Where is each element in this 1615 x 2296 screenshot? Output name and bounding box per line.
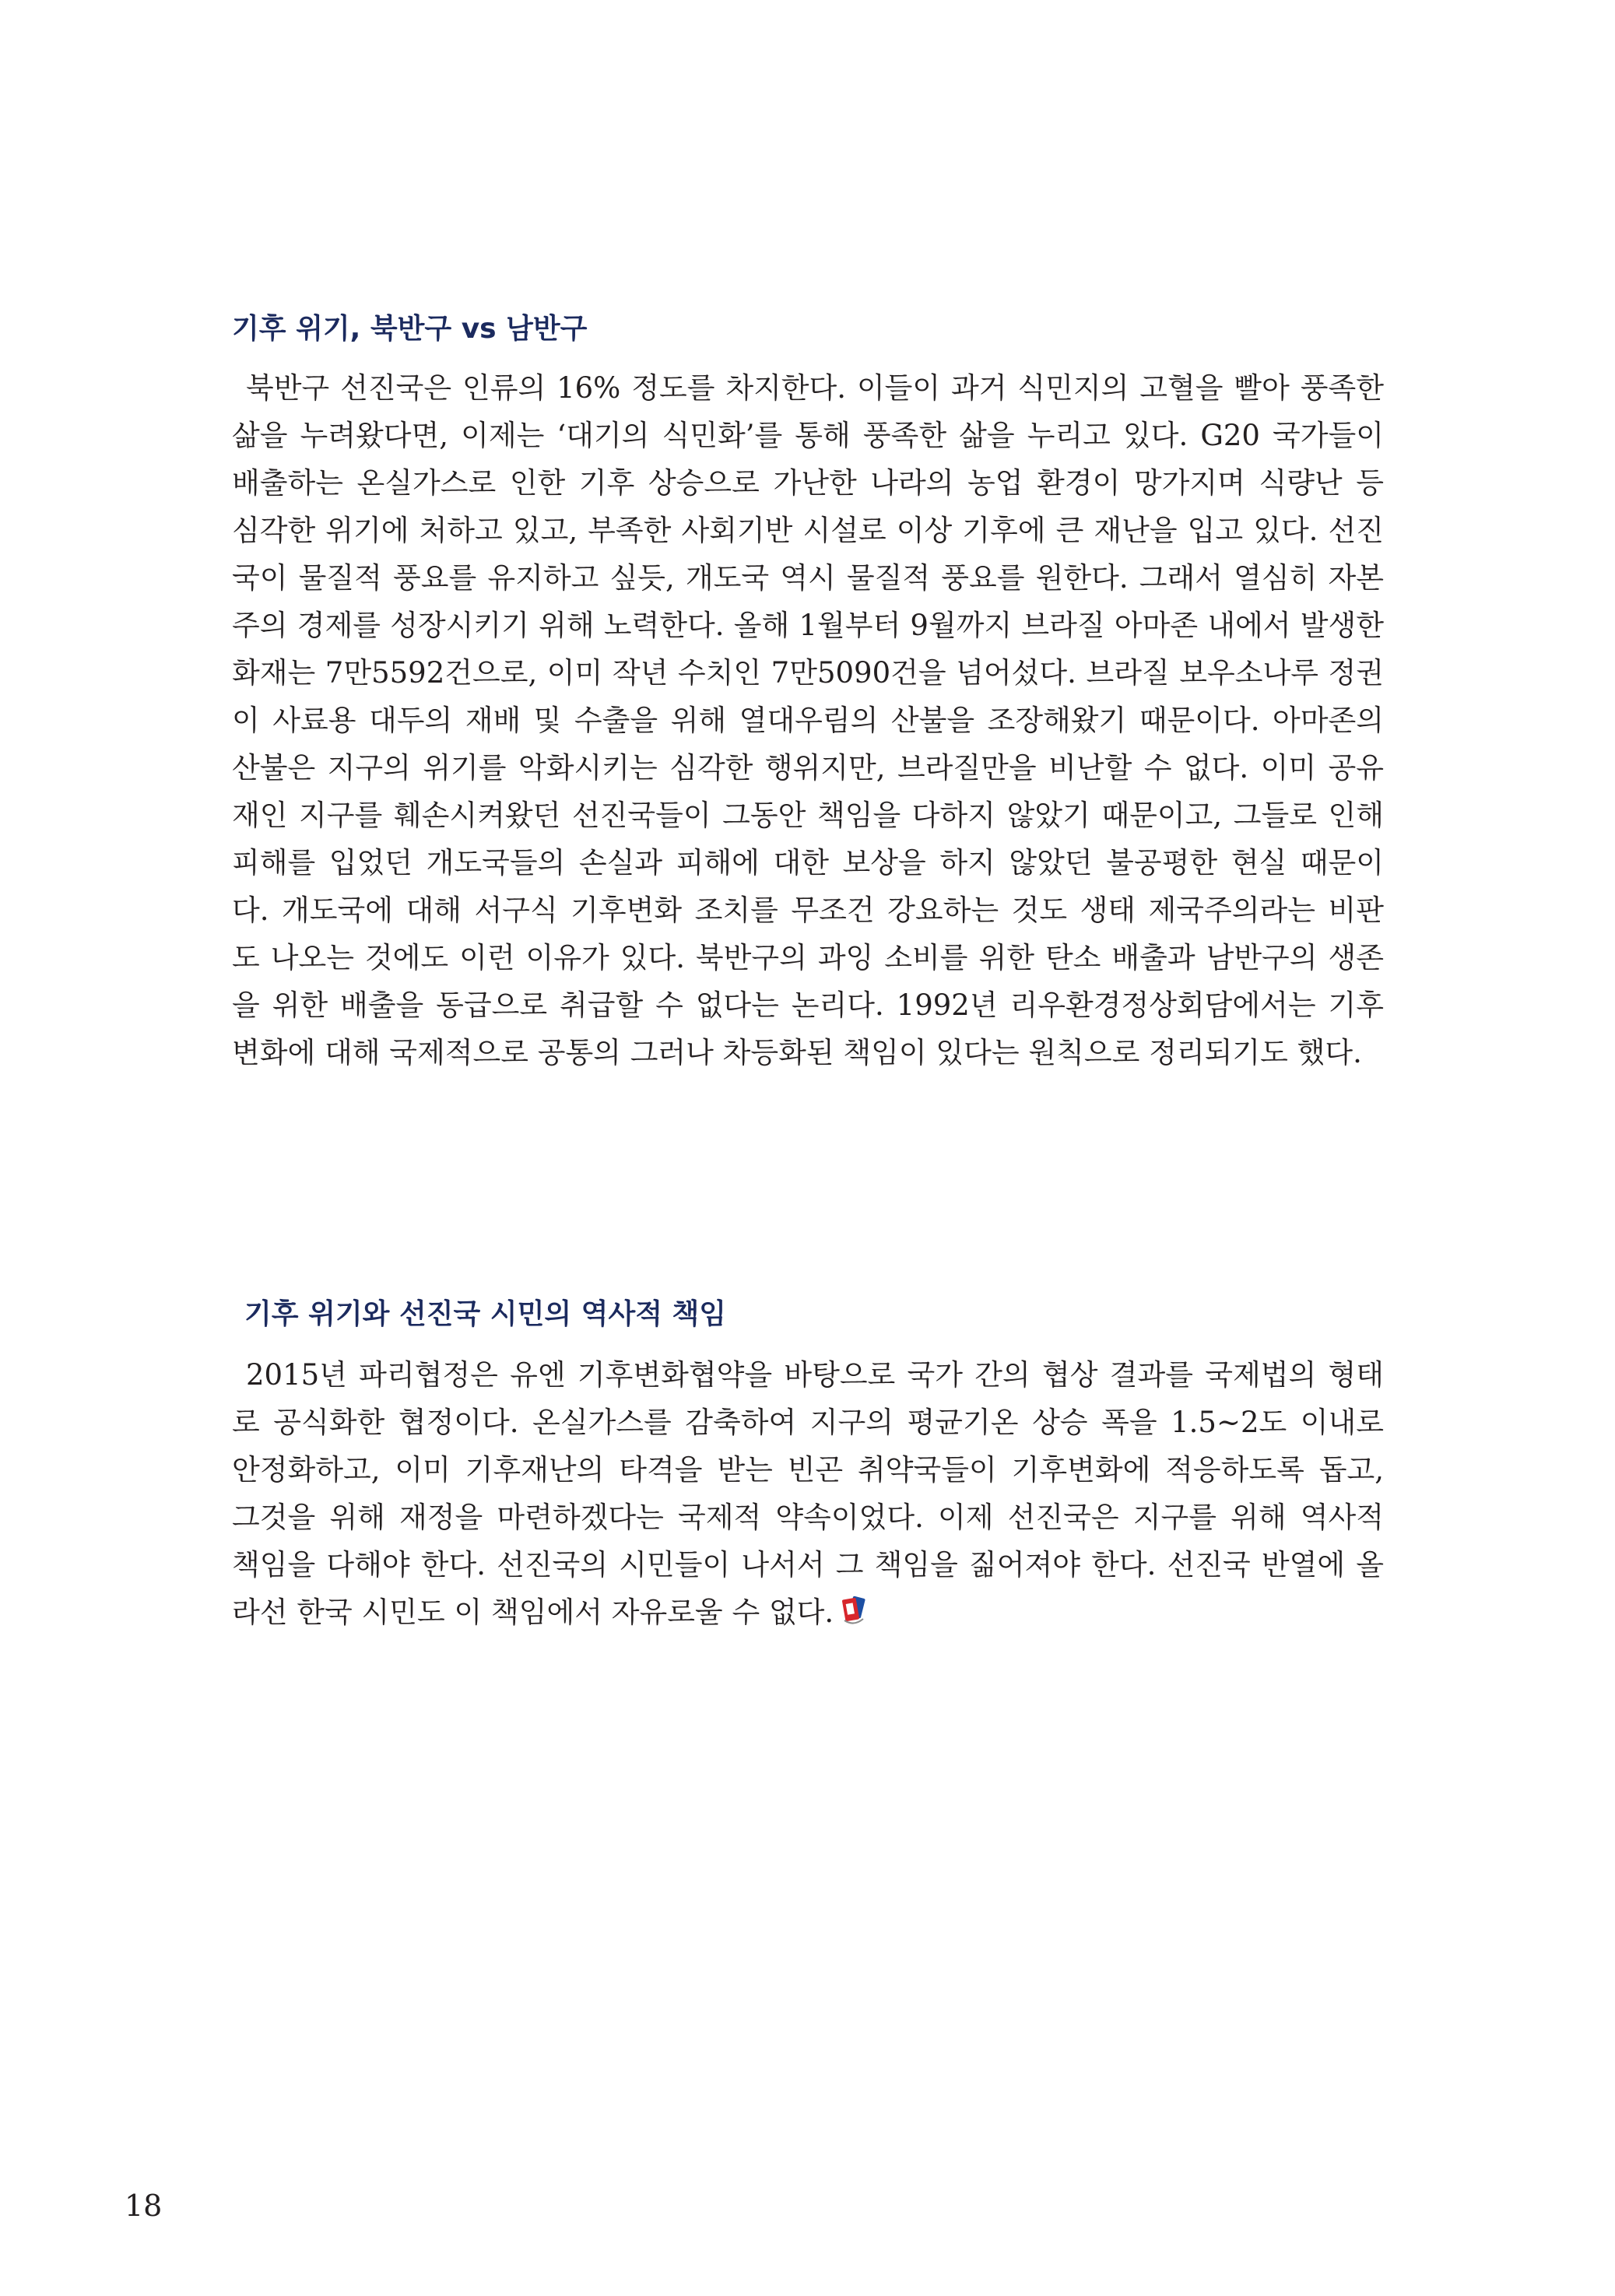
section-heading-historical-responsibility: 기후 위기와 선진국 시민의 역사적 책임 [244,1298,727,1330]
page-number: 18 [125,2189,163,2223]
text-line: 국이 물질적 풍요를 유지하고 싶듯, 개도국 역시 물질적 풍요를 원한다. 그래서 열심히 자본 [232,561,1384,595]
text-line: 산불은 지구의 위기를 악화시키는 심각한 행위지만, 브라질만을 비난할 수 없다. 이미 공유 [232,751,1384,785]
text-line-final [232,1589,1384,1636]
text-line: 피해를 입었던 개도국들의 손실과 피해에 대한 보상을 하지 않았던 불공평한 현실 때문이 [232,846,1384,879]
text-line: 주의 경제를 성장시키기 위해 노력한다. 올해 1월부터 9월까지 브라질 아마존 내에서 발생한 [232,609,1384,642]
text-line: 로 공식화한 협정이다. 온실가스를 감축하여 지구의 평균기온 상승 폭을 1.5~2도 이내로 [232,1406,1384,1439]
text-line: 도 나오는 것에도 이런 이유가 있다. 북반구의 과잉 소비를 위한 탄소 배출과 남반구의 생존 [232,941,1384,974]
text-line: 을 위한 배출을 동급으로 취급할 수 없다는 논리다. 1992년 리우환경정상회담에서는 기후 [232,988,1384,1022]
end-of-article-mark-icon [840,1592,868,1627]
text-line: 다. 개도국에 대해 서구식 기후변화 조치를 무조건 강요하는 것도 생태 제국주의라는 비판 [232,893,1384,927]
text-line: 그것을 위해 재정을 마련하겠다는 국제적 약속이었다. 이제 선진국은 지구를 위해 역사적 [232,1501,1384,1534]
text-line: 이 사료용 대두의 재배 및 수출을 위해 열대우림의 산불을 조장해왔기 때문이다. 아마존의 [232,704,1384,737]
text-line: 책임을 다해야 한다. 선진국의 시민들이 나서서 그 책임을 짊어져야 한다. 선진국 반열에 올 [232,1548,1384,1582]
text-line: 심각한 위기에 처하고 있고, 부족한 사회기반 시설로 이상 기후에 큰 재난을 입고 있다. 선진 [232,514,1384,547]
text-line: 2015년 파리협정은 유엔 기후변화협약을 바탕으로 국가 간의 협상 결과를 국제법의 형태 [246,1358,1384,1392]
text-line-final-text: 라선 한국 시민도 이 책임에서 자유로울 수 없다. [232,1596,834,1629]
text-line: 배출하는 온실가스로 인한 기후 상승으로 가난한 나라의 농업 환경이 망가지며 식량난 등 [232,466,1384,500]
body-paragraph-north-vs-south [232,364,1384,1076]
text-line: 재인 지구를 훼손시켜왔던 선진국들이 그동안 책임을 다하지 않았기 때문이고, 그들로 인해 [232,799,1384,832]
text-line: 삶을 누려왔다면, 이제는 ‘대기의 식민화’를 통해 풍족한 삶을 누리고 있다. G20 국가들이 [232,419,1384,452]
section-heading-north-vs-south: 기후 위기, 북반구 vs 남반구 [232,313,588,345]
body-paragraph-historical-responsibility [232,1351,1384,1636]
text-line: 변화에 대해 국제적으로 공통의 그러나 차등화된 책임이 있다는 원칙으로 정리되기도 했다. [232,1036,1362,1069]
text-line: 안정화하고, 이미 기후재난의 타격을 받는 빈곤 취약국들이 기후변화에 적응하도록 돕고, [232,1453,1384,1487]
text-line: 화재는 7만5592건으로, 이미 작년 수치인 7만5090건을 넘어섰다. 브라질 보우소나루 정권 [232,656,1384,690]
text-line: 북반구 선진국은 인류의 16% 정도를 차지한다. 이들이 과거 식민지의 고혈을 빨아 풍족한 [246,371,1384,405]
